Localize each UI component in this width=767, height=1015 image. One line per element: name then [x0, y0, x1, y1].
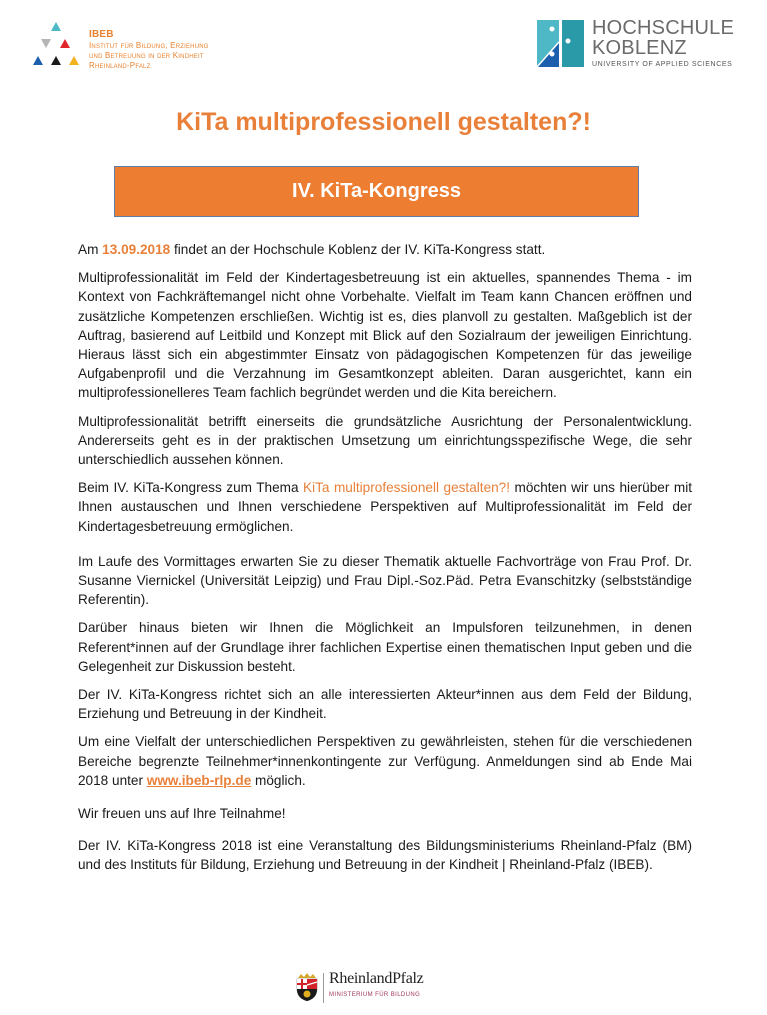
paragraph-date — [78, 240, 692, 259]
hs-line-3: UNIVERSITY OF APPLIED SCIENCES — [592, 61, 733, 68]
p1-prefix: Am — [78, 242, 103, 257]
hochschule-mark-icon — [537, 20, 585, 67]
coat-of-arms-icon — [296, 973, 318, 1001]
hochschule-logo-text — [592, 18, 734, 70]
registration-link[interactable]: www.ibeb-rlp.de — [146, 772, 252, 788]
ibeb-logo-text — [89, 29, 209, 71]
congress-banner — [114, 166, 639, 217]
rlp-ministry-logo — [296, 970, 456, 1010]
paragraph-speakers: Im Laufe des Vormittages erwarten Sie zu dieser Thematik aktuelle Fachvorträge von Frau Prof. Dr. Susanne Viernickel (Universität Leipzig) und Frau Dipl.-Soz.Päd. Petra Evanschitzky (selbstständige Referentin). — [78, 553, 692, 608]
hochschule-koblenz-logo — [537, 18, 737, 78]
p8-suffix: möglich. — [251, 772, 306, 788]
hs-line-2: KOBLENZ — [592, 37, 687, 59]
rlp-ministry-name: MINISTERIUM FÜR BILDUNG — [329, 992, 421, 998]
paragraph-registration — [78, 732, 692, 790]
rlp-name: RheinlandPfalz — [329, 970, 424, 987]
ibeb-line-2: und Betreuung in der Kindheit — [89, 51, 204, 60]
p4-prefix: Beim IV. KiTa-Kongress zum Thema — [78, 480, 304, 496]
hs-line-1: HOCHSCHULE — [592, 17, 735, 39]
paragraph-forums: Darüber hinaus bieten wir Ihnen die Möglichkeit an Impulsforen teilzunehmen, in denen Referent*innen auf der Grundlage ihrer fachlichen Expertise einen thematischen Input geben und die Gelegenheit zur Diskussion besteht. — [78, 620, 692, 674]
page-title: KiTa multiprofessionell gestalten?! — [176, 108, 591, 136]
paragraph-organizers: Der IV. KiTa-Kongress 2018 ist eine Veranstaltung des Bildungsministeriums Rheinland-Pfalz (BM) und des Instituts für Bildung, Erziehung und Betreuung in der Kindheit | Rheinland-Pfalz (IBEB). — [78, 838, 692, 873]
ibeb-line-3: Rheinland-Pfalz — [89, 61, 151, 70]
p4-suffix: möchten wir uns hierüber mit Ihnen austauschen und Ihnen verschiedene Perspektiven auf Multiprofessionalität im Feld der Kindertagesbetreuung ermöglichen. — [78, 480, 692, 534]
ibeb-logo — [30, 22, 230, 82]
paragraph-closing: Wir freuen uns auf Ihre Teilnahme! — [78, 806, 286, 822]
p8-prefix: Um eine Vielfalt der unterschiedlichen Perspektiven zu gewährleisten, stehen für die verschiedenen Bereiche begrenzte Teilnehmer*innenkontingente zur Verfügung. Anmeldungen sind ab Ende Mai 2018 unter — [78, 734, 692, 788]
paragraph-theme — [78, 478, 692, 536]
banner-label: IV. KiTa-Kongress — [292, 180, 461, 202]
ibeb-line-1: Institut für Bildung, Erziehung — [89, 41, 209, 50]
p1-suffix: findet an der Hochschule Koblenz der IV. KiTa-Kongress statt. — [170, 242, 546, 257]
event-date: 13.09.2018 — [102, 242, 171, 257]
logo-divider — [323, 973, 324, 1003]
paragraph-intro: Multiprofessionalität im Feld der Kindertagesbetreuung ist ein aktuelles, spannendes Thema - im Kontext von Fachkräftemangel nicht ohne Vorbehalte. Vielfalt im Team kann Chancen eröffnen und zusätzliche Kompetenzen erschließen. Wichtig ist es, dies planvoll zu gestalten. Maßgeblich ist der Auftrag, basierend auf Leitbild und Konzept mit Blick auf den Sozialraum der jeweiligen Einrichtung. Hieraus lässt sich ein abgestimmter Einsatz von pädagogischen Kompetenzen für das jeweilige Aufgabenprofil und die Verzahnung im Gesamtkonzept ableiten. Daran ausgerichtet, kann ein multiprofessionelleres Team fachlich begründet werden und die Kita bereichern. — [78, 270, 692, 401]
theme-highlight: KiTa multiprofessionell gestalten?! — [303, 480, 511, 496]
paragraph-personnel: Multiprofessionalität betrifft einerseits die grundsätzliche Ausrichtung der Personalentwicklung. Andererseits geht es in der praktischen Umsetzung um einrichtungsspezifische Wege, die sehr unterschiedlich aussehen können. — [78, 413, 692, 468]
ibeb-name: IBEB — [89, 29, 114, 40]
body-text — [78, 240, 692, 884]
paragraph-audience: Der IV. KiTa-Kongress richtet sich an alle interessierten Akteur*innen aus dem Feld der Bildung, Erziehung und Betreuung in der Kindheit. — [78, 687, 692, 722]
